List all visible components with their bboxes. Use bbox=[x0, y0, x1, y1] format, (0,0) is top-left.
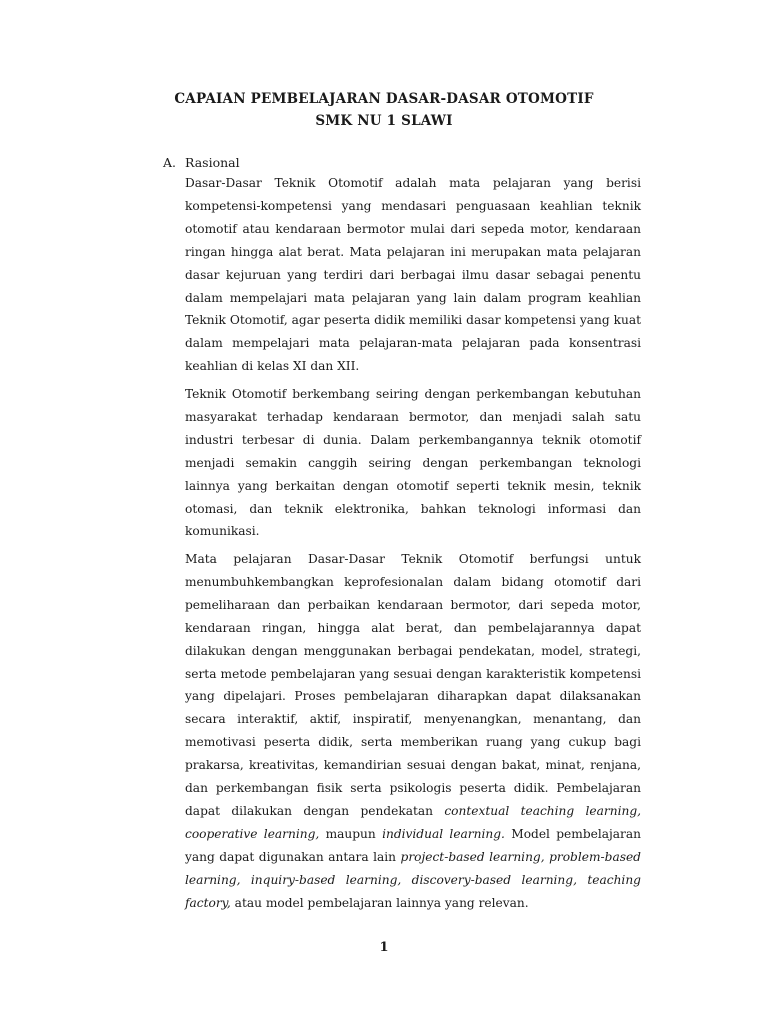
paragraph-3-italic-3: project-based learning, problem-based learning, inquiry-based learning, discovery-based learning, teaching factory, bbox=[185, 849, 641, 910]
document-subtitle: SMK NU 1 SLAWI bbox=[315, 113, 453, 129]
paragraph-2: Teknik Otomotif berkembang seiring dengan perkembangan kebutuhan masyarakat terhadap kendaraan bermotor, dan menjadi salah satu industri terbesar di dunia. Dalam perkembangannya teknik otomotif menjadi semakin canggih seiring dengan perkembangan teknologi lainnya yang berkaitan dengan otomotif seperti teknik mesin, teknik otomasi, dan teknik elektronika, bahkan teknologi informasi dan komunikasi. bbox=[185, 387, 641, 539]
section-marker: A. bbox=[163, 155, 177, 170]
paragraph-3-italic-1: contextual teaching learning, cooperative learning, bbox=[185, 803, 641, 841]
page-number: 1 bbox=[379, 940, 389, 955]
paragraph-3-text-2: maupun bbox=[319, 826, 383, 841]
paragraph-3-text-1: Mata pelajaran Dasar-Dasar Teknik Otomotif berfungsi untuk menumbuhkembangkan keprofesionalan dalam bidang otomotif dari pemeliharaan dan perbaikan kendaraan bermotor, dari sepeda motor, kendaraan ringan, hingga alat berat, dan pembelajarannya dapat dilakukan dengan menggunakan berbagai pendekatan, model, strategi, serta metode pembelajaran yang sesuai dengan karakteristik kompetensi yang dipelajari. Proses pembelajaran diharapkan dapat dilaksanakan secara interaktif, aktif, inspiratif, menyenangkan, menantang, dan memotivasi peserta didik, serta memberikan ruang yang cukup bagi prakarsa, kreativitas, kemandirian sesuai dengan bakat, minat, renjana, dan perkembangan fisik serta psikologis peserta didik. Pembelajaran dapat dilakukan dengan pendekatan bbox=[185, 552, 641, 818]
paragraph-3-italic-2: individual learning. bbox=[382, 826, 505, 841]
paragraph-1: Dasar-Dasar Teknik Otomotif adalah mata pelajaran yang berisi kompetensi-kompetensi yang mendasari penguasaan keahlian teknik otomotif atau kendaraan bermotor mulai dari sepeda motor, kendaraan ringan hingga alat berat. Mata pelajaran ini merupakan mata pelajaran dasar kejuruan yang terdiri dari berbagai ilmu dasar sebagai penentu dalam mempelajari mata pelajaran yang lain dalam program keahlian Teknik Otomotif, agar peserta didik memiliki dasar kompetensi yang kuat dalam mempelajari mata pelajaran-mata pelajaran pada konsentrasi keahlian di kelas XI dan XII. bbox=[185, 176, 641, 374]
section-title: Rasional bbox=[185, 155, 240, 170]
paragraph-3-text-3: Model pembelajaran yang dapat digunakan antara lain bbox=[185, 826, 641, 864]
paragraph-3-text-4: atau model pembelajaran lainnya yang relevan. bbox=[230, 895, 529, 910]
document-title: CAPAIAN PEMBELAJARAN DASAR-DASAR OTOMOTIF bbox=[174, 91, 594, 107]
paragraph-3 bbox=[185, 548, 641, 915]
section-heading bbox=[163, 154, 240, 172]
